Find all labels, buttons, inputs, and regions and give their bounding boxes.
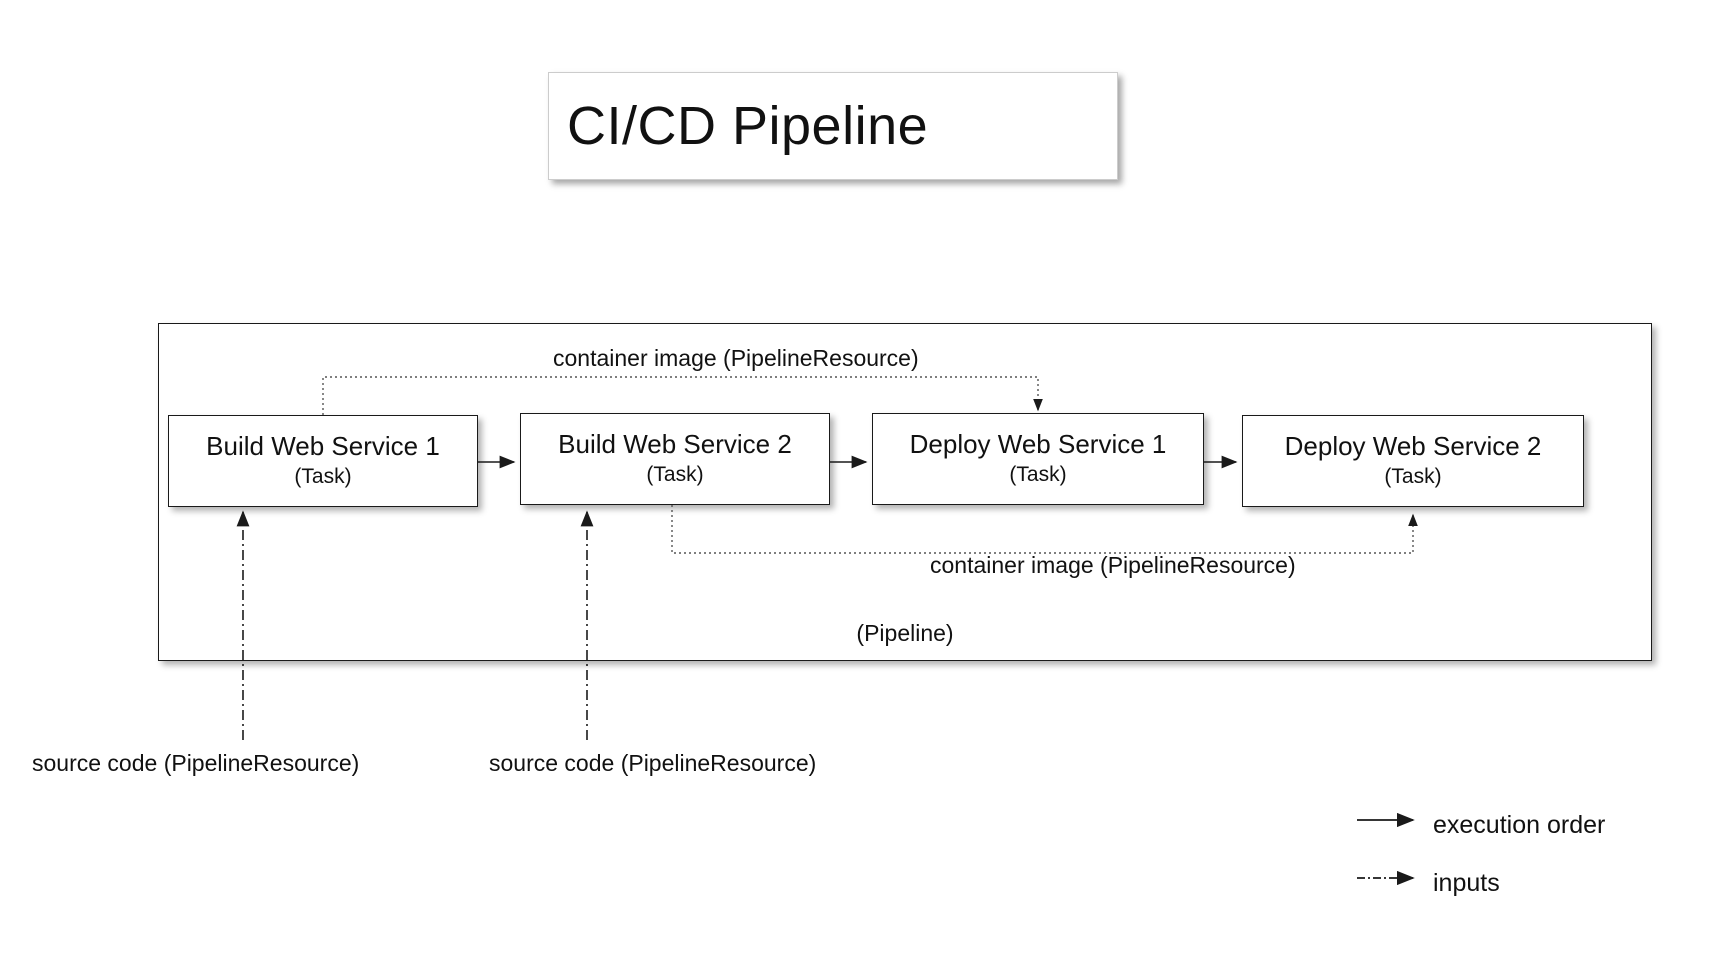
legend-row-execution-order [1355,805,1685,863]
edge-label-source-code-1: source code (PipelineResource) [32,750,360,776]
edge-label-container-image-top: container image (PipelineResource) [553,345,919,371]
task-title: Deploy Web Service 2 [1284,431,1542,462]
task-node-deploy-web-service-1[interactable] [872,413,1204,505]
task-title: Deploy Web Service 1 [909,429,1167,460]
edge-label-container-image-bottom: container image (PipelineResource) [930,552,1296,578]
legend-label-execution-order: execution order [1433,811,1606,839]
task-node-build-web-service-2[interactable] [520,413,830,505]
task-node-deploy-web-service-2[interactable] [1242,415,1584,507]
legend [1355,805,1685,921]
legend-label-inputs: inputs [1433,869,1500,897]
page-title: CI/CD Pipeline [567,95,929,156]
task-title: Build Web Service 1 [206,431,440,462]
solid-arrow-icon [1355,805,1425,835]
task-node-build-web-service-1[interactable] [168,415,478,507]
task-title: Build Web Service 2 [558,429,792,460]
task-kind: (Task) [646,463,704,487]
dash-dot-arrow-icon [1355,863,1425,893]
diagram-title-box [548,72,1118,180]
legend-row-inputs [1355,863,1685,921]
task-kind: (Task) [294,465,352,489]
edge-label-source-code-2: source code (PipelineResource) [489,750,817,776]
task-kind: (Task) [1009,463,1067,487]
pipeline-caption: (Pipeline) [856,620,954,646]
task-kind: (Task) [1384,465,1442,489]
